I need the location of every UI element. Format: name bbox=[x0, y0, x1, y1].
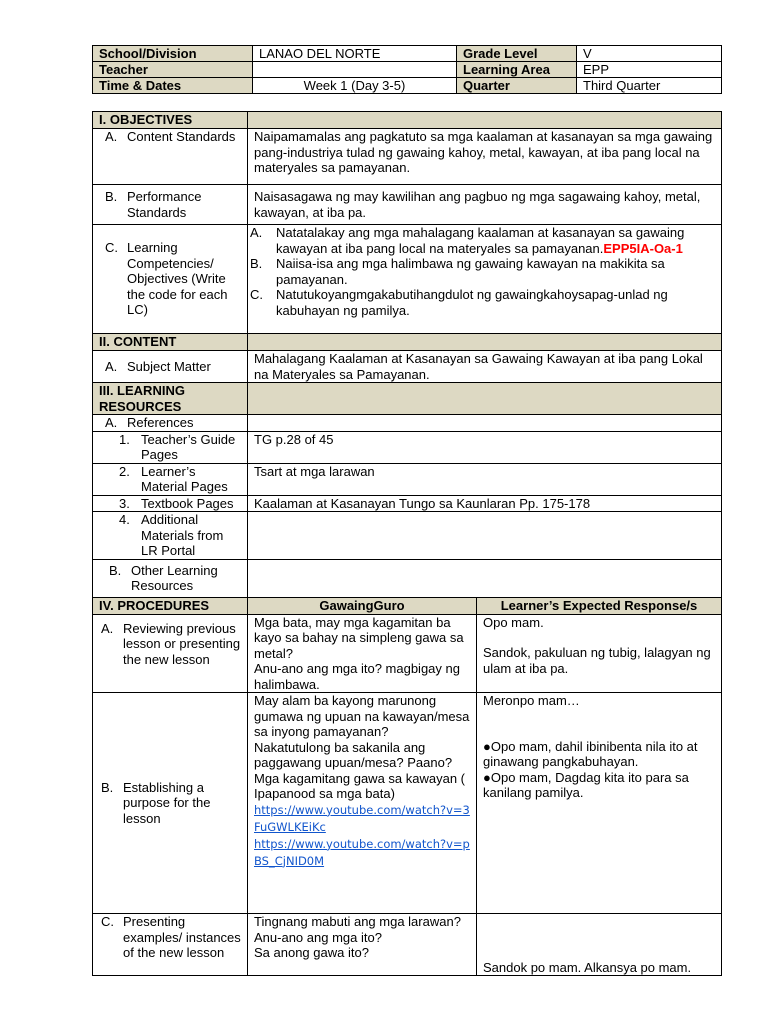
teacher-label: Teacher bbox=[93, 62, 253, 78]
content-title: II. CONTENT bbox=[93, 334, 248, 351]
reviewing-teacher: Mga bata, may mga kagamitan ba kayo sa bahay na simpleng gawa sa metal? Anu-ano ang mga ito? magbigay ng halimbawa. bbox=[248, 614, 477, 693]
objectives-title: I. OBJECTIVES bbox=[93, 112, 248, 129]
school-label: School/Division bbox=[93, 46, 253, 62]
area-label: Learning Area bbox=[457, 62, 577, 78]
purpose-teacher: May alam ba kayong marunong gumawa ng upuan na kawayan/mesa sa inyong pamayanan? Nakatutulong ba sakanila ang paggawang upuan/mesa? Paano? Mga kagamitang gawa sa kawayan ( Ipapanood sa mga bata) https://www.youtube.com/watch?v=3FuGWLKEiKc https://www.youtube.com/watch?v=pBS_CjNID0M bbox=[248, 693, 477, 914]
learning-competencies-label: C. Learning Competencies/ Objectives (Write the code for each LC) bbox=[93, 225, 248, 334]
school-value: LANAO DEL NORTE bbox=[253, 46, 457, 62]
tg-pages-label: 1. Teacher’s Guide Pages bbox=[93, 431, 248, 463]
area-value: EPP bbox=[577, 62, 722, 78]
purpose-label: B. Establishing a purpose for the lesson bbox=[93, 693, 248, 914]
lc-item: A. Natatalakay ang mga mahalagang kaalaman at kasanayan sa gawaing kawayan at iba pang local na materyales sa pamayanan.EPP5IA-Oa-1 bbox=[250, 225, 685, 256]
reviewing-learner: Opo mam. Sandok, pakuluan ng tubig, lalagyan ng ulam at iba pa. bbox=[477, 614, 722, 693]
content-standards-value: Naipamamalas ang pagkatuto sa mga kaalaman at kasanayan sa mga gawaing pang-industriya tulad ng gawaing kahoy, metal, kawayan, at iba pang local na materyales sa pamayanan. bbox=[248, 129, 722, 185]
learning-competencies-list bbox=[248, 225, 722, 334]
tg-pages-value: TG p.28 of 45 bbox=[248, 431, 722, 463]
time-value: Week 1 (Day 3-5) bbox=[253, 78, 457, 94]
lm-pages-value: Tsart at mga larawan bbox=[248, 463, 722, 495]
content-standards-label: A. Content Standards bbox=[93, 129, 248, 185]
presenting-learner: Sandok po mam. Alkansya po mam. bbox=[477, 914, 722, 976]
youtube-link-1[interactable]: https://www.youtube.com/watch?v=3FuGWLKEiKc bbox=[254, 802, 470, 834]
presenting-teacher: Tingnang mabuti ang mga larawan? Anu-ano ang mga ito? Sa anong gawa ito? bbox=[248, 914, 477, 976]
resources-title: III. LEARNING RESOURCES bbox=[93, 383, 248, 415]
procedures-title: IV. PROCEDURES bbox=[93, 597, 248, 614]
other-resources-value bbox=[248, 559, 722, 597]
reviewing-label: A. Reviewing previous lesson or presenting the new lesson bbox=[93, 614, 248, 693]
col-teacher-header: GawaingGuro bbox=[248, 597, 477, 614]
lesson-plan-table bbox=[92, 111, 722, 976]
textbook-pages-value: Kaalaman at Kasanayan Tungo sa Kaunlaran Pp. 175-178 bbox=[248, 495, 722, 512]
references-label: A. References bbox=[93, 415, 248, 432]
quarter-value: Third Quarter bbox=[577, 78, 722, 94]
subject-matter-value: Mahalagang Kaalaman at Kasanayan sa Gawaing Kawayan at iba pang Lokal na Materyales sa Pamayanan. bbox=[248, 351, 722, 383]
additional-materials-value bbox=[248, 512, 722, 560]
youtube-link-2[interactable]: https://www.youtube.com/watch?v=pBS_CjNID0M bbox=[254, 836, 470, 868]
quarter-label: Quarter bbox=[457, 78, 577, 94]
header-table bbox=[92, 45, 722, 94]
textbook-pages-label: 3. Textbook Pages bbox=[93, 495, 248, 512]
performance-standards-label: B. Performance Standards bbox=[93, 185, 248, 225]
subject-matter-label: A. Subject Matter bbox=[93, 351, 248, 383]
other-resources-label: B. Other Learning Resources bbox=[93, 559, 248, 597]
additional-materials-label: 4. Additional Materials from LR Portal bbox=[93, 512, 248, 560]
purpose-learner: Meronpo mam… ●Opo mam, dahil ibinibenta nila ito at ginawang pangkabuhayan. ●Opo mam, Dagdag kita ito para sa kanilang pamilya. bbox=[477, 693, 722, 914]
col-learner-header: Learner’s Expected Response/s bbox=[477, 597, 722, 614]
lc-item: C. Natutukoyangmgakabutihangdulot ng gawaingkahoysapag-unlad ng kabuhayan ng pamilya. bbox=[250, 287, 668, 318]
lc-item: B. Naiisa-isa ang mga halimbawa ng gawaing kawayan na makikita sa pamayanan. bbox=[250, 256, 665, 287]
lc-code: EPP5IA-Oa-1 bbox=[603, 240, 683, 256]
performance-standards-value: Naisasagawa ng may kawilihan ang pagbuo ng mga sagawaing kahoy, metal, kawayan, at iba pa. bbox=[248, 185, 722, 225]
lm-pages-label: 2. Learner’s Material Pages bbox=[93, 463, 248, 495]
time-label: Time & Dates bbox=[93, 78, 253, 94]
teacher-value bbox=[253, 62, 457, 78]
grade-label: Grade Level bbox=[457, 46, 577, 62]
grade-value: V bbox=[577, 46, 722, 62]
presenting-label: C. Presenting examples/ instances of the new lesson bbox=[93, 914, 248, 976]
